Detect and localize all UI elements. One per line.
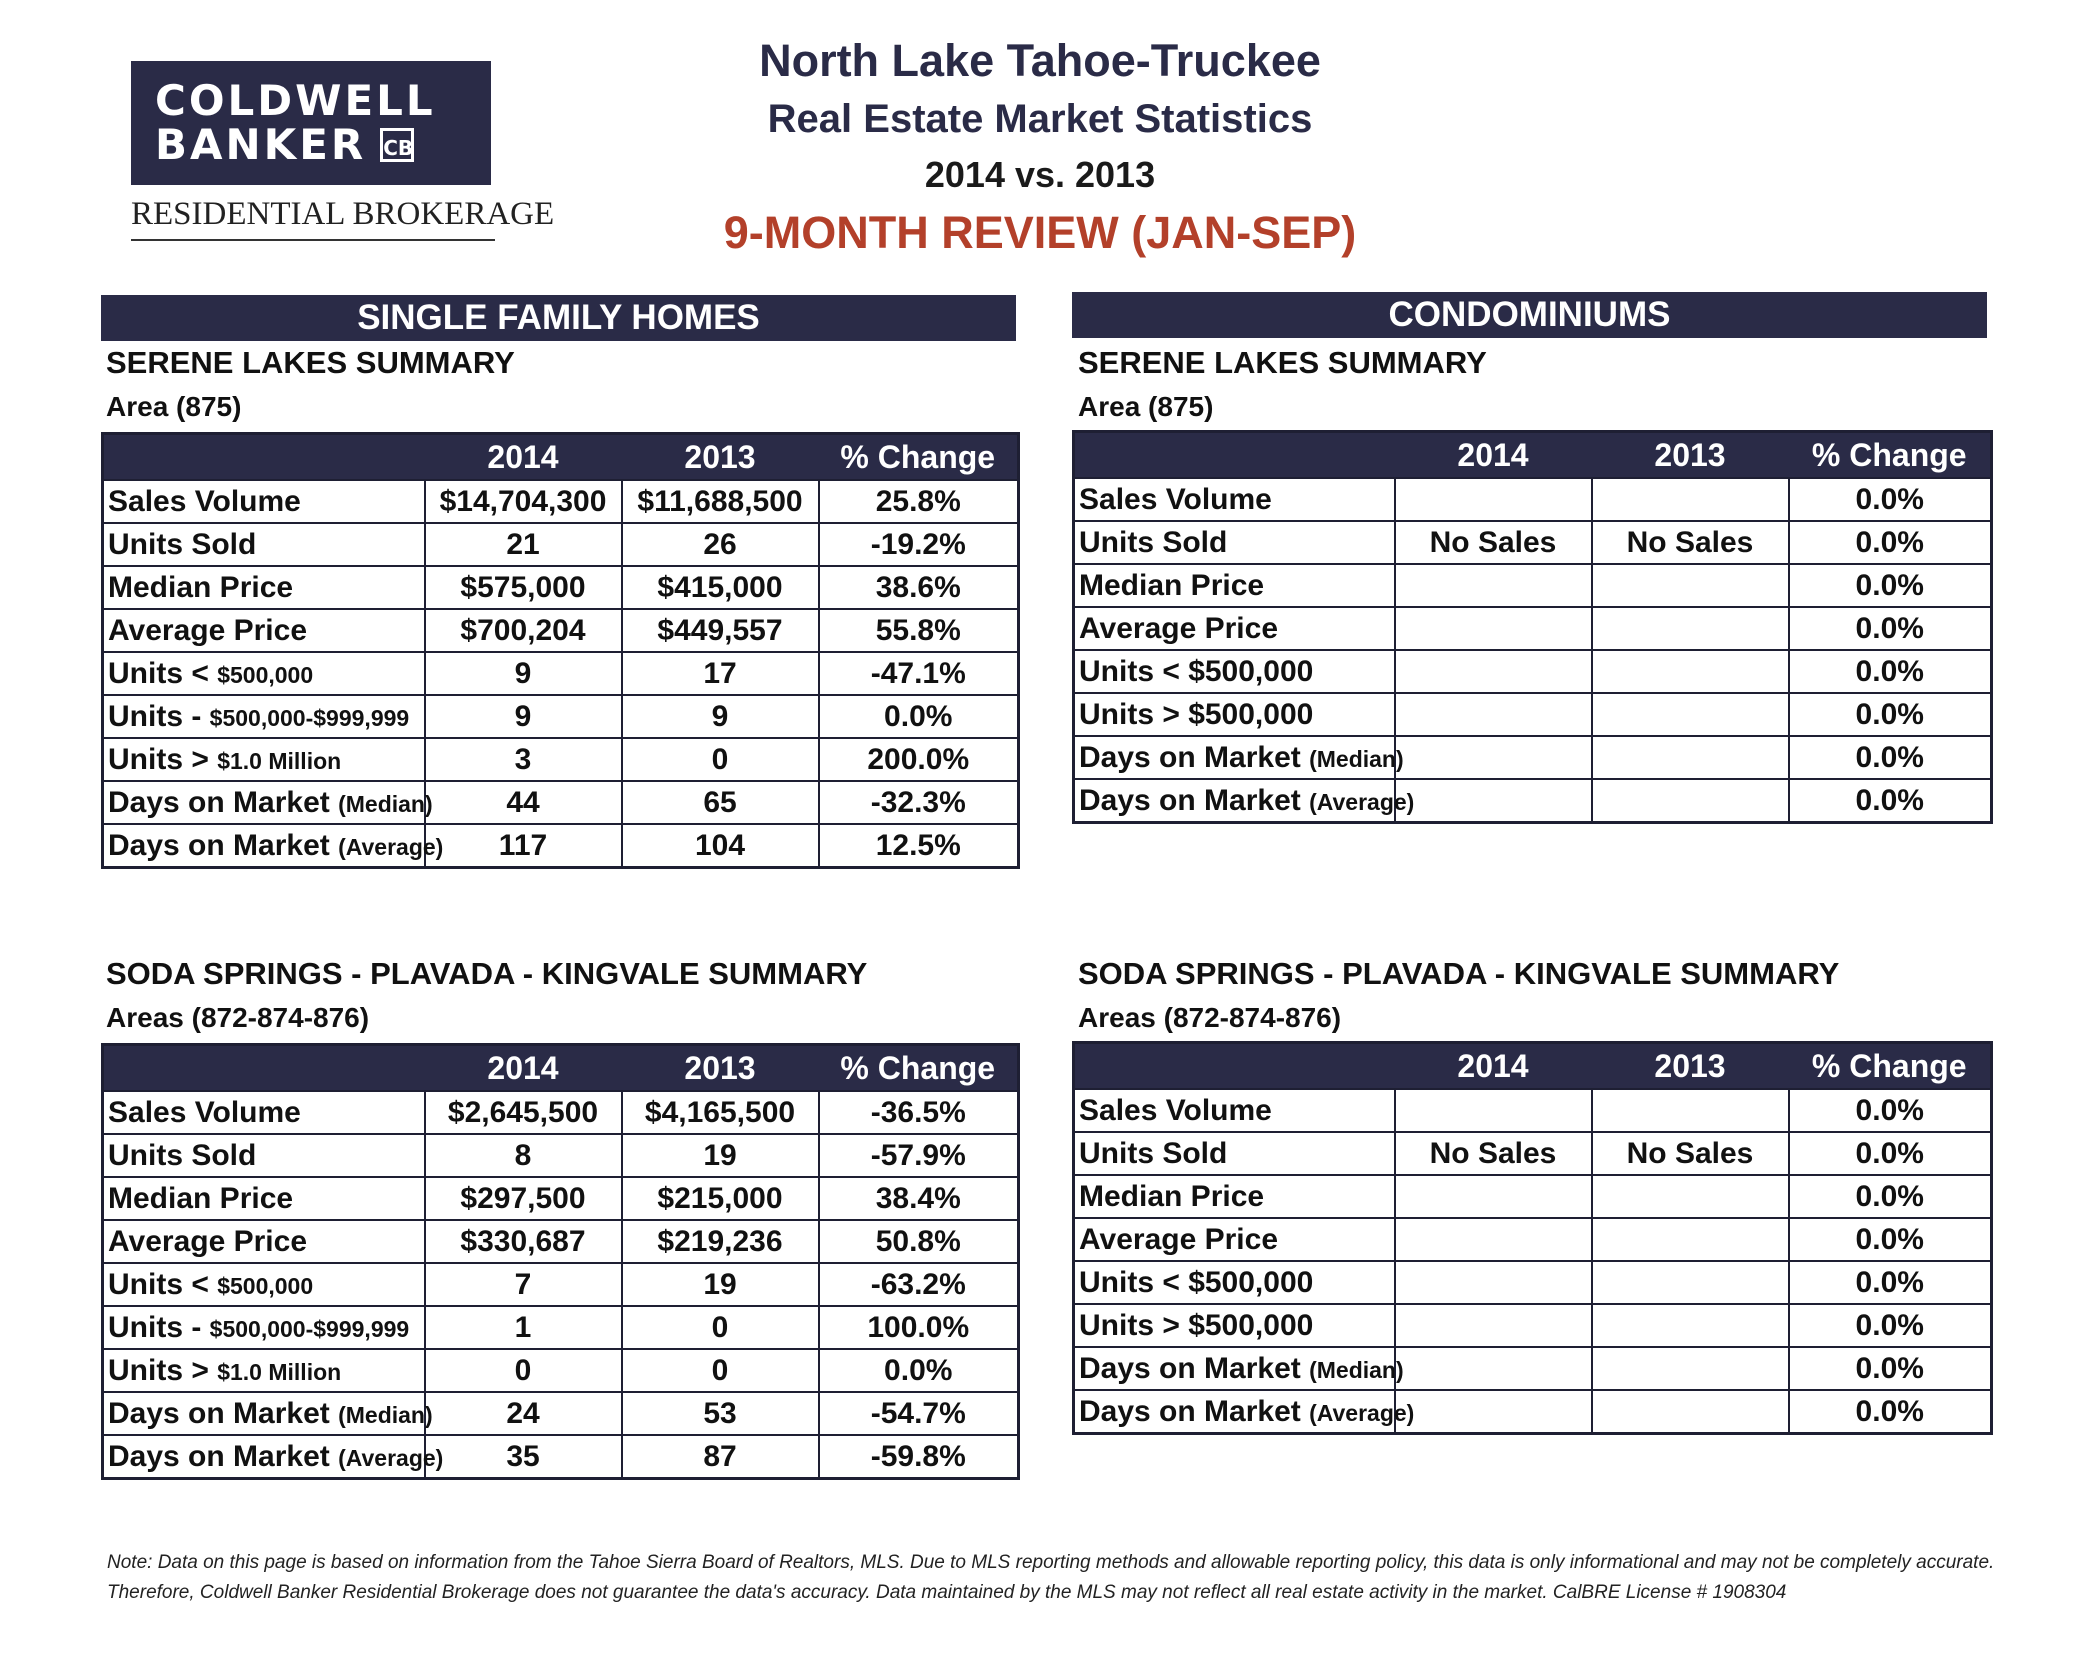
value-2013: 26 [622, 523, 819, 566]
value-2013 [1592, 650, 1789, 693]
value-2013: 104 [622, 824, 819, 868]
table-row [1074, 1132, 1992, 1175]
sfh-soda-title: SODA SPRINGS - PLAVADA - KINGVALE SUMMARY [106, 956, 868, 991]
table-row [1074, 607, 1992, 650]
percent-change: 55.8% [819, 609, 1019, 652]
value-2013 [1592, 1218, 1789, 1261]
header-cell: 2014 [1395, 432, 1592, 479]
value-2014: 9 [425, 652, 622, 695]
footnote [107, 1548, 2007, 1608]
row-label-qualifier: (Average) [338, 833, 444, 860]
header-cell: % Change [819, 1045, 1019, 1092]
row-label [103, 1263, 425, 1306]
row-label [1074, 736, 1404, 779]
percent-change: 0.0% [1789, 1390, 1992, 1434]
value-2014 [1395, 1347, 1592, 1390]
table-row [103, 1392, 1019, 1435]
value-2013 [1592, 1261, 1789, 1304]
header-cell: 2013 [622, 434, 819, 481]
header-cell-empty [103, 434, 425, 481]
value-2013 [1592, 1175, 1789, 1218]
table-row [1074, 1347, 1992, 1390]
table-row [103, 1091, 1019, 1134]
row-label-text: Units > $500,000 [1079, 697, 1314, 731]
footnote-line2: Therefore, Coldwell Banker Residential Brokerage does not guarantee the data's accuracy. Data maintained by the MLS may not reflect all real estate activity in the market. CalBRE License # 1908304 [107, 1582, 1787, 1603]
row-label-qualifier: $1.0 Million [217, 747, 342, 774]
row-label-text: Days on Market [1079, 1351, 1310, 1385]
percent-change: 38.6% [819, 566, 1019, 609]
row-label-text: Sales Volume [108, 1095, 301, 1129]
value-2014 [1395, 650, 1592, 693]
page-subtitle: Real Estate Market Statistics [767, 97, 1313, 141]
row-label-text: Sales Volume [1079, 1093, 1272, 1127]
value-2013 [1592, 1304, 1789, 1347]
value-2014 [1395, 564, 1592, 607]
row-label [1074, 478, 1395, 521]
table-row [103, 781, 1019, 824]
row-label-text: Average Price [1079, 1222, 1279, 1256]
logo-line1: COLDWELL [155, 76, 436, 125]
row-label-text: Units Sold [108, 527, 257, 561]
row-label [1074, 693, 1395, 736]
header-cell: % Change [1789, 432, 1992, 479]
value-2013: 19 [622, 1263, 819, 1306]
sfh-serene-area: Area (875) [106, 391, 242, 422]
percent-change: 0.0% [1789, 521, 1992, 564]
percent-change: -63.2% [819, 1263, 1019, 1306]
percent-change: 200.0% [819, 738, 1019, 781]
percent-change: 0.0% [1789, 1261, 1992, 1304]
row-label-text: Units > [108, 1353, 218, 1387]
row-label [103, 1435, 444, 1479]
review-label: 9-MONTH REVIEW (JAN-SEP) [723, 207, 1357, 258]
percent-change: -59.8% [819, 1435, 1019, 1479]
table-header-row [1074, 432, 1992, 479]
percent-change: 0.0% [1789, 1089, 1992, 1132]
table-row [103, 1177, 1019, 1220]
row-label [103, 1220, 425, 1263]
value-2013: 0 [622, 1306, 819, 1349]
percent-change: 0.0% [819, 695, 1019, 738]
row-label-text: Units < $500,000 [1079, 654, 1314, 688]
percent-change: 50.8% [819, 1220, 1019, 1263]
value-2014: $14,704,300 [425, 480, 622, 523]
table-row [1074, 1390, 1992, 1434]
condominiums-band: CONDOMINIUMS [1072, 292, 1987, 338]
row-label-text: Days on Market [108, 1439, 339, 1473]
percent-change: -54.7% [819, 1392, 1019, 1435]
condo-serene-area: Area (875) [1078, 391, 1214, 422]
table-row [103, 480, 1019, 523]
value-2014: No Sales [1395, 1132, 1592, 1175]
row-label [1074, 650, 1395, 693]
percent-change: 0.0% [1789, 1304, 1992, 1347]
table-row [1074, 1089, 1992, 1132]
value-2013 [1592, 478, 1789, 521]
value-2013 [1592, 1390, 1789, 1434]
row-label-text: Days on Market [108, 785, 339, 819]
table-row [103, 652, 1019, 695]
row-label [103, 1306, 425, 1349]
value-2014 [1395, 693, 1592, 736]
row-label [1074, 779, 1415, 823]
row-label-qualifier: $1.0 Million [217, 1358, 342, 1385]
percent-change: 0.0% [1789, 478, 1992, 521]
value-2014: 1 [425, 1306, 622, 1349]
row-label-qualifier: (Median) [1309, 1356, 1404, 1383]
value-2013: No Sales [1592, 521, 1789, 564]
value-2014 [1395, 1304, 1592, 1347]
value-2013: No Sales [1592, 1132, 1789, 1175]
value-2013: 87 [622, 1435, 819, 1479]
value-2013: 0 [622, 738, 819, 781]
table-row [103, 1349, 1019, 1392]
value-2013: 9 [622, 695, 819, 738]
row-label-qualifier: (Median) [338, 1401, 433, 1428]
row-label-text: Median Price [1079, 1179, 1265, 1213]
row-label [103, 824, 444, 868]
value-2014 [1395, 736, 1592, 779]
single-family-band: SINGLE FAMILY HOMES [101, 295, 1016, 341]
value-2013 [1592, 1089, 1789, 1132]
row-label [1074, 1089, 1395, 1132]
row-label-text: Sales Volume [1079, 482, 1272, 516]
table-row [103, 523, 1019, 566]
row-label [1074, 564, 1395, 607]
value-2014 [1395, 1218, 1592, 1261]
row-label-qualifier: $500,000 [217, 661, 314, 688]
percent-change: 0.0% [819, 1349, 1019, 1392]
condo-serene-table [1072, 430, 1993, 824]
table-row [103, 738, 1019, 781]
table-row [103, 609, 1019, 652]
cb-mark-icon: CB [380, 128, 414, 162]
row-label-text: Units Sold [108, 1138, 257, 1172]
condo-soda-area: Areas (872-874-876) [1078, 1002, 1342, 1033]
row-label-qualifier: (Average) [1309, 788, 1415, 815]
value-2014: 3 [425, 738, 622, 781]
value-2014: 21 [425, 523, 622, 566]
table-row [103, 824, 1019, 868]
value-2013: $415,000 [622, 566, 819, 609]
value-2014: 35 [425, 1435, 622, 1479]
footnote-line1: Note: Data on this page is based on information from the Tahoe Sierra Board of Realtors, MLS. Due to MLS reporting methods and allowable reporting policy, this data is only informational and may not be completely accurate. [107, 1552, 1995, 1573]
value-2014: 9 [425, 695, 622, 738]
value-2013: $219,236 [622, 1220, 819, 1263]
value-2014: 44 [425, 781, 622, 824]
value-2013 [1592, 1347, 1789, 1390]
table-row [1074, 1261, 1992, 1304]
table-row [103, 1435, 1019, 1479]
table-row [1074, 1218, 1992, 1261]
row-label-qualifier: $500,000-$999,999 [209, 704, 410, 731]
row-label [103, 1349, 425, 1392]
percent-change: 0.0% [1789, 564, 1992, 607]
percent-change: -36.5% [819, 1091, 1019, 1134]
header-cell-empty [1074, 1043, 1395, 1090]
value-2013: $449,557 [622, 609, 819, 652]
row-label [1074, 1390, 1415, 1434]
row-label [1074, 1132, 1395, 1175]
table-row [1074, 779, 1992, 823]
value-2014 [1395, 1175, 1592, 1218]
row-label [103, 1091, 425, 1134]
row-label-text: Average Price [108, 613, 308, 647]
row-label-text: Days on Market [108, 1396, 339, 1430]
value-2014: $575,000 [425, 566, 622, 609]
value-2013: 0 [622, 1349, 819, 1392]
comparison-label: 2014 vs. 2013 [924, 154, 1156, 195]
value-2013: $215,000 [622, 1177, 819, 1220]
value-2013 [1592, 736, 1789, 779]
logo-line2: BANKER [155, 120, 367, 169]
table-row [103, 1134, 1019, 1177]
header-cell: 2014 [1395, 1043, 1592, 1090]
value-2013 [1592, 607, 1789, 650]
row-label-text: Days on Market [1079, 740, 1310, 774]
value-2013 [1592, 779, 1789, 823]
row-label-text: Units - [108, 699, 210, 733]
row-label [1074, 521, 1395, 564]
header-cell: 2013 [1592, 432, 1789, 479]
percent-change: 0.0% [1789, 1347, 1992, 1390]
value-2013: 53 [622, 1392, 819, 1435]
row-label-qualifier: (Median) [1309, 745, 1404, 772]
table-row [1074, 1304, 1992, 1347]
row-label [103, 1134, 425, 1177]
row-label [1074, 1304, 1395, 1347]
value-2013: $11,688,500 [622, 480, 819, 523]
row-label-text: Units Sold [1079, 1136, 1228, 1170]
value-2014 [1395, 1390, 1592, 1434]
value-2014: 7 [425, 1263, 622, 1306]
value-2014: $297,500 [425, 1177, 622, 1220]
logo-line2-row [155, 120, 491, 169]
header-cell-empty [103, 1045, 425, 1092]
table-row [1074, 693, 1992, 736]
table-row [103, 1306, 1019, 1349]
value-2014: $700,204 [425, 609, 622, 652]
row-label-text: Units Sold [1079, 525, 1228, 559]
table-row [1074, 1175, 1992, 1218]
row-label-qualifier: (Average) [1309, 1399, 1415, 1426]
percent-change: 100.0% [819, 1306, 1019, 1349]
sfh-soda-area: Areas (872-874-876) [106, 1002, 370, 1033]
row-label-text: Median Price [108, 1181, 294, 1215]
percent-change: 0.0% [1789, 1175, 1992, 1218]
table-row [1074, 736, 1992, 779]
row-label [103, 781, 433, 824]
value-2014 [1395, 478, 1592, 521]
header-cell: 2014 [425, 434, 622, 481]
value-2014: 24 [425, 1392, 622, 1435]
row-label-text: Units < $500,000 [1079, 1265, 1314, 1299]
table-row [103, 566, 1019, 609]
row-label [103, 609, 425, 652]
logo-subtitle: RESIDENTIAL BROKERAGE [131, 196, 495, 241]
row-label [103, 1392, 433, 1435]
condo-serene-title: SERENE LAKES SUMMARY [1078, 345, 1487, 380]
value-2014: $2,645,500 [425, 1091, 622, 1134]
row-label-text: Units < [108, 1267, 218, 1301]
row-label-text: Sales Volume [108, 484, 301, 518]
value-2014: 117 [425, 824, 622, 868]
value-2014: 0 [425, 1349, 622, 1392]
row-label-text: Days on Market [108, 828, 339, 862]
sfh-soda-table [101, 1043, 1020, 1480]
percent-change: 0.0% [1789, 650, 1992, 693]
value-2014 [1395, 1089, 1592, 1132]
percent-change: 38.4% [819, 1177, 1019, 1220]
percent-change: 12.5% [819, 824, 1019, 868]
row-label-text: Units - [108, 1310, 210, 1344]
row-label [1074, 1347, 1404, 1390]
header-cell: 2014 [425, 1045, 622, 1092]
value-2013: 19 [622, 1134, 819, 1177]
table-row [1074, 521, 1992, 564]
value-2014 [1395, 607, 1592, 650]
condo-soda-title: SODA SPRINGS - PLAVADA - KINGVALE SUMMARY [1078, 956, 1840, 991]
value-2013: 65 [622, 781, 819, 824]
value-2014: No Sales [1395, 521, 1592, 564]
table-row [1074, 564, 1992, 607]
row-label-text: Average Price [1079, 611, 1279, 645]
percent-change: -57.9% [819, 1134, 1019, 1177]
row-label [103, 652, 425, 695]
header-cell: % Change [819, 434, 1019, 481]
row-label-qualifier: $500,000 [217, 1272, 314, 1299]
header-cell: 2013 [1592, 1043, 1789, 1090]
value-2013: 17 [622, 652, 819, 695]
row-label-text: Average Price [108, 1224, 308, 1258]
row-label [103, 695, 425, 738]
row-label [1074, 607, 1395, 650]
percent-change: 0.0% [1789, 779, 1992, 823]
percent-change: -32.3% [819, 781, 1019, 824]
row-label [1074, 1218, 1395, 1261]
value-2013: $4,165,500 [622, 1091, 819, 1134]
header-cell-empty [1074, 432, 1395, 479]
percent-change: 0.0% [1789, 736, 1992, 779]
percent-change: 0.0% [1789, 693, 1992, 736]
page-title: North Lake Tahoe-Truckee [759, 35, 1321, 86]
row-label-qualifier: $500,000-$999,999 [209, 1315, 410, 1342]
row-label-text: Median Price [1079, 568, 1265, 602]
table-header-row [1074, 1043, 1992, 1090]
row-label-text: Units < [108, 656, 218, 690]
row-label-text: Days on Market [1079, 1394, 1310, 1428]
percent-change: -19.2% [819, 523, 1019, 566]
row-label-text: Days on Market [1079, 783, 1310, 817]
row-label [1074, 1261, 1395, 1304]
table-header-row [103, 1045, 1019, 1092]
percent-change: 25.8% [819, 480, 1019, 523]
condo-soda-table [1072, 1041, 1993, 1435]
row-label [103, 1177, 425, 1220]
row-label [103, 480, 425, 523]
row-label-qualifier: (Median) [338, 790, 433, 817]
sfh-serene-table [101, 432, 1020, 869]
header-cell: 2013 [622, 1045, 819, 1092]
percent-change: 0.0% [1789, 1132, 1992, 1175]
value-2013 [1592, 564, 1789, 607]
row-label-text: Units > [108, 742, 218, 776]
row-label-text: Units > $500,000 [1079, 1308, 1314, 1342]
percent-change: -47.1% [819, 652, 1019, 695]
header-cell: % Change [1789, 1043, 1992, 1090]
value-2013 [1592, 693, 1789, 736]
coldwell-banker-logo [131, 61, 491, 185]
table-row [1074, 478, 1992, 521]
value-2014 [1395, 1261, 1592, 1304]
value-2014: 8 [425, 1134, 622, 1177]
row-label [103, 566, 425, 609]
percent-change: 0.0% [1789, 607, 1992, 650]
row-label-text: Median Price [108, 570, 294, 604]
sfh-serene-title: SERENE LAKES SUMMARY [106, 345, 515, 380]
table-row [103, 695, 1019, 738]
row-label-qualifier: (Average) [338, 1444, 444, 1471]
row-label [103, 523, 425, 566]
table-header-row [103, 434, 1019, 481]
header [620, 32, 1460, 264]
table-row [103, 1220, 1019, 1263]
table-row [1074, 650, 1992, 693]
table-row [103, 1263, 1019, 1306]
row-label [1074, 1175, 1395, 1218]
percent-change: 0.0% [1789, 1218, 1992, 1261]
value-2014: $330,687 [425, 1220, 622, 1263]
row-label [103, 738, 425, 781]
value-2014 [1395, 779, 1592, 823]
